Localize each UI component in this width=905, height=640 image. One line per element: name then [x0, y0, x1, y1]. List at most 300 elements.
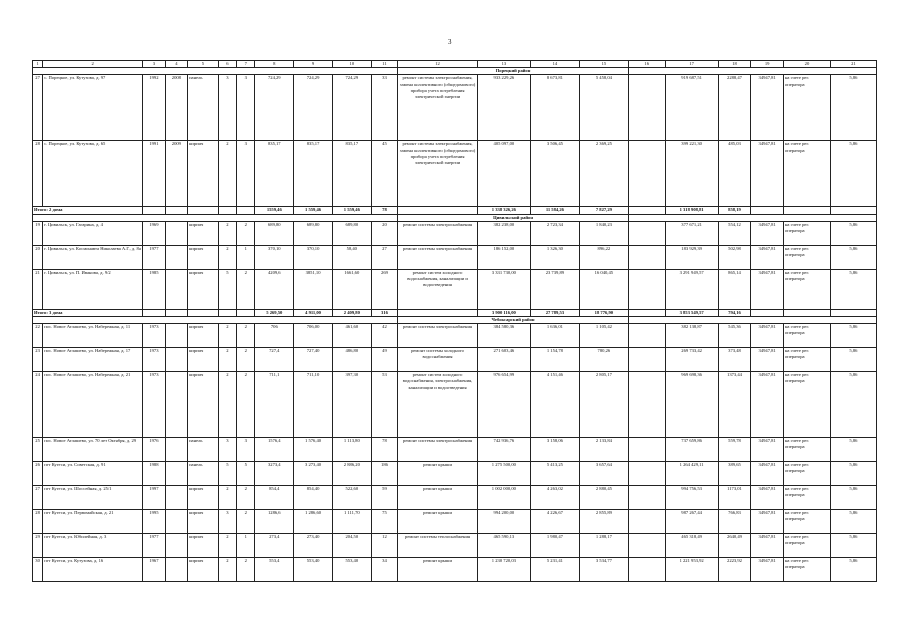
blank-cell [751, 207, 784, 214]
work-type-cell: ремонт крыши [398, 510, 478, 534]
work-type-cell: ремонт крыши [398, 462, 478, 486]
row-number: 19 [33, 221, 43, 245]
owners-cost-cell: 377 671,21 [665, 221, 718, 245]
fund-cost-sum: 11 584,26 [530, 207, 579, 214]
table-row [33, 269, 877, 309]
tariff-cell: 5,86 [830, 141, 876, 207]
year-built-cell: 1997 [143, 486, 165, 510]
work-type-cell: ремонт системы холодного водоснабжения [398, 348, 478, 372]
local-cost-cell [628, 534, 665, 558]
year-commissioning-cell [165, 558, 187, 582]
fund-mode-cell: на счете рег. оператора [783, 324, 830, 348]
blank-cell [237, 207, 255, 214]
premises-area-cell: 370,10 [294, 245, 333, 269]
entrances-cell: 1 [237, 534, 255, 558]
local-cost-cell [628, 462, 665, 486]
column-number: 9 [294, 61, 333, 68]
entrances-cell: 5 [237, 462, 255, 486]
section-header-row [33, 214, 877, 221]
unit-cost-cell: 554,12 [718, 221, 751, 245]
fund-cost-cell: 1 326,30 [530, 245, 579, 269]
republic-cost-cell: 780,26 [579, 348, 628, 372]
limit-cost-cell: 34947,81 [751, 372, 784, 438]
table-row [33, 510, 877, 534]
table-row [33, 245, 877, 269]
fund-cost-cell: 4 151,46 [530, 372, 579, 438]
table-row [33, 486, 877, 510]
tariff-cell: 5,86 [830, 372, 876, 438]
wall-material-cell: кирпич [188, 534, 219, 558]
tariff-cell: 5,86 [830, 462, 876, 486]
limit-cost-cell: 34947,81 [751, 534, 784, 558]
residential-area-cell: 724,29 [332, 75, 371, 141]
local-cost-cell [628, 75, 665, 141]
address-cell: пгт Кугеси, ул. Юбилейная, д. 3 [43, 534, 143, 558]
work-type-cell: ремонт системы электроснабжения, замена коллективного (общедомового) прибора учета потребления электрической энергии [398, 141, 478, 207]
total-row [33, 207, 877, 214]
column-number: 19 [751, 61, 784, 68]
year-built-cell: 1992 [143, 75, 165, 141]
premises-area-cell: 3851,10 [294, 269, 333, 309]
entrances-cell: 1 [237, 245, 255, 269]
tariff-cell: 5,86 [830, 245, 876, 269]
entrances-cell: 2 [237, 486, 255, 510]
total-area-cell: 273,4 [255, 534, 294, 558]
column-number-row [33, 61, 877, 68]
year-commissioning-cell: 2008 [165, 75, 187, 141]
year-built-cell: 1985 [143, 269, 165, 309]
blank-cell [218, 207, 236, 214]
blank-cell [628, 207, 665, 214]
total-cost-cell: 384 580,36 [477, 324, 530, 348]
limit-cost-cell: 34947,81 [751, 245, 784, 269]
entrances-cell: 2 [237, 558, 255, 582]
owners-cost-cell: 919 687,51 [665, 75, 718, 141]
residential-area-cell: 689,80 [332, 221, 371, 245]
year-commissioning-cell [165, 438, 187, 462]
blank-cell [830, 309, 876, 316]
floors-cell: 3 [218, 75, 236, 141]
column-number: 12 [398, 61, 478, 68]
wall-material-cell: кирпич [188, 558, 219, 582]
fund-cost-cell: 3 506,45 [530, 141, 579, 207]
column-number: 18 [718, 61, 751, 68]
address-cell: пгт Кугеси, ул. Первомайская, д. 21 [43, 510, 143, 534]
year-built-cell: 1995 [143, 510, 165, 534]
local-cost-cell [628, 324, 665, 348]
year-commissioning-cell [165, 324, 187, 348]
entrances-cell: 3 [237, 438, 255, 462]
entrances-cell: 2 [237, 348, 255, 372]
republic-cost-cell: 2 855,89 [579, 510, 628, 534]
year-commissioning-cell [165, 221, 187, 245]
wall-material-cell: панель [188, 438, 219, 462]
work-type-cell: ремонт систем холодного водоснабжения, электроснабжения, канализации и водоотведения [398, 372, 478, 438]
wall-material-cell: кирпич [188, 372, 219, 438]
owners-cost-cell: 994 756,53 [665, 486, 718, 510]
republic-cost-cell: 1 105,42 [579, 324, 628, 348]
premises-area-cell: 553,40 [294, 558, 333, 582]
address-cell: пос. Новое Атлашево, ул. 70 лет Октября, д. 29 [43, 438, 143, 462]
year-commissioning-cell [165, 462, 187, 486]
republic-cost-cell: 1 288,17 [579, 534, 628, 558]
owners-cost-cell: 737 659,86 [665, 438, 718, 462]
republic-cost-cell: 1 840,23 [579, 221, 628, 245]
total-area-cell: 835,17 [255, 141, 294, 207]
work-type-cell: ремонт системы электроснабжения [398, 221, 478, 245]
fund-mode-cell: на счете рег. оператора [783, 486, 830, 510]
wall-material-cell: кирпич [188, 141, 219, 207]
total-cost-cell: 405 097,00 [477, 141, 530, 207]
column-number: 16 [628, 61, 665, 68]
year-built-cell: 1988 [143, 462, 165, 486]
wall-material-cell: кирпич [188, 348, 219, 372]
column-number: 17 [665, 61, 718, 68]
floors-cell: 2 [218, 141, 236, 207]
total-cost-sum: 3 900 116,00 [477, 309, 530, 316]
blank-cell [783, 309, 830, 316]
unit-cost-cell: 2288,47 [718, 75, 751, 141]
row-number: 29 [33, 534, 43, 558]
local-cost-cell [628, 269, 665, 309]
tariff-cell: 5,86 [830, 438, 876, 462]
blank-cell [188, 207, 219, 214]
column-number: 4 [165, 61, 187, 68]
total-area-cell: 553,4 [255, 558, 294, 582]
year-commissioning-cell [165, 269, 187, 309]
premises-area-sum: 4 911,00 [294, 309, 333, 316]
fund-mode-cell: на счете рег. оператора [783, 534, 830, 558]
year-commissioning-cell [165, 534, 187, 558]
column-number: 5 [188, 61, 219, 68]
limit-cost-cell: 34947,81 [751, 75, 784, 141]
fund-mode-cell: на счете рег. оператора [783, 462, 830, 486]
address-cell: пос. Новое Атлашево, ул. Набережная, д. 11 [43, 324, 143, 348]
residential-area-cell: 1 111,70 [332, 510, 371, 534]
work-type-cell: ремонт системы электроснабжения, замена коллективного (общедомового) прибора учета потребления электрической энергии [398, 75, 478, 141]
residential-area-cell: 553,40 [332, 558, 371, 582]
tariff-cell: 5,86 [830, 558, 876, 582]
fund-cost-cell: 1 154,78 [530, 348, 579, 372]
premises-area-cell: 854,40 [294, 486, 333, 510]
wall-material-cell: кирпич [188, 221, 219, 245]
work-type-cell: ремонт систем холодного водоснабжения, канализации и водоотведения [398, 269, 478, 309]
blank-cell [33, 214, 398, 221]
year-commissioning-cell [165, 372, 187, 438]
wall-material-cell: кирпич [188, 269, 219, 309]
owners-cost-cell: 465 318,49 [665, 534, 718, 558]
column-number: 8 [255, 61, 294, 68]
address-cell: с. Порецкое, ул. Кутузова, д. 65 [43, 141, 143, 207]
blank-cell [33, 68, 398, 75]
limit-cost-cell: 34947,81 [751, 221, 784, 245]
owners-cost-cell: 969 698,36 [665, 372, 718, 438]
blank-cell [237, 309, 255, 316]
owners-cost-cell: 1 264 429,11 [665, 462, 718, 486]
year-built-cell: 1973 [143, 324, 165, 348]
owners-cost-sum: 1 318 908,81 [665, 207, 718, 214]
residential-area-cell: 2 886,20 [332, 462, 371, 486]
floors-cell: 2 [218, 348, 236, 372]
entrances-cell: 2 [237, 324, 255, 348]
section-title: Порецкий район [398, 68, 629, 75]
residential-area-cell: 835,17 [332, 141, 371, 207]
tariff-cell: 5,86 [830, 534, 876, 558]
blank-cell [33, 316, 398, 323]
fund-mode-cell: на счете рег. оператора [783, 75, 830, 141]
owners-cost-sum: 3 853 549,57 [665, 309, 718, 316]
fund-cost-cell: 5 231,41 [530, 558, 579, 582]
address-cell: г. Цивильск, ул. Гагарина, д. 4 [43, 221, 143, 245]
residents-sum: 316 [371, 309, 398, 316]
wall-material-cell: кирпич [188, 245, 219, 269]
column-number: 2 [43, 61, 143, 68]
total-label: Итого: 3 дома [33, 309, 143, 316]
repair-program-table [32, 60, 877, 582]
premises-area-cell: 706,00 [294, 324, 333, 348]
row-number: 27 [33, 486, 43, 510]
unit-cost-cell: 2640,49 [718, 534, 751, 558]
fund-cost-cell: 23 739,89 [530, 269, 579, 309]
floors-cell: 2 [218, 324, 236, 348]
year-commissioning-cell [165, 486, 187, 510]
year-built-cell: 1991 [143, 141, 165, 207]
fund-cost-cell: 1 636,01 [530, 324, 579, 348]
unit-cost-cell: 502,98 [718, 245, 751, 269]
limit-cost-cell: 34947,81 [751, 438, 784, 462]
total-area-cell: 1576,4 [255, 438, 294, 462]
address-cell: пгт Кугеси, ул. Кутузова, д. 16 [43, 558, 143, 582]
total-area-sum: 1559,46 [255, 207, 294, 214]
table-row [33, 348, 877, 372]
section-header-row [33, 68, 877, 75]
unit-cost-cell: 373,48 [718, 348, 751, 372]
row-number: 30 [33, 558, 43, 582]
residents-cell: 269 [371, 269, 398, 309]
page-number: 3 [448, 38, 452, 46]
address-cell: пгт Кугеси, ул. Советская, д. 91 [43, 462, 143, 486]
unit-cost-cell: 1173,01 [718, 486, 751, 510]
row-number: 26 [33, 462, 43, 486]
floors-cell: 2 [218, 245, 236, 269]
floors-cell: 2 [218, 372, 236, 438]
blank-cell [628, 68, 876, 75]
year-commissioning-cell [165, 245, 187, 269]
blank-cell [398, 309, 478, 316]
year-built-cell: 1967 [143, 558, 165, 582]
limit-cost-cell: 34947,81 [751, 324, 784, 348]
blank-cell [165, 207, 187, 214]
owners-cost-cell: 183 929,39 [665, 245, 718, 269]
tariff-cell: 5,86 [830, 510, 876, 534]
limit-cost-cell: 34947,81 [751, 269, 784, 309]
blank-cell [218, 309, 236, 316]
republic-cost-cell: 2 805,17 [579, 372, 628, 438]
limit-cost-cell: 34947,81 [751, 462, 784, 486]
limit-cost-cell: 34947,81 [751, 348, 784, 372]
unit-cost-cell: 545,36 [718, 324, 751, 348]
work-type-cell: ремонт системы электроснабжения [398, 438, 478, 462]
republic-cost-sum: 18 776,90 [579, 309, 628, 316]
year-commissioning-cell [165, 348, 187, 372]
year-built-cell: 1969 [143, 221, 165, 245]
republic-cost-cell: 2 369,25 [579, 141, 628, 207]
fund-mode-cell: на счете рег. оператора [783, 269, 830, 309]
republic-cost-sum: 7 827,29 [579, 207, 628, 214]
blank-cell [830, 207, 876, 214]
entrances-cell: 3 [237, 141, 255, 207]
unit-cost-cell: 389,65 [718, 462, 751, 486]
table-row [33, 221, 877, 245]
row-number: 27 [33, 75, 43, 141]
total-cost-cell: 933 229,26 [477, 75, 530, 141]
total-cost-cell: 271 603,46 [477, 348, 530, 372]
blank-cell [143, 207, 165, 214]
premises-area-cell: 3 273,40 [294, 462, 333, 486]
total-cost-sum: 1 338 326,26 [477, 207, 530, 214]
tariff-cell: 5,86 [830, 324, 876, 348]
blank-cell [783, 207, 830, 214]
entrances-cell: 2 [237, 510, 255, 534]
unit-cost-cell: 2223,92 [718, 558, 751, 582]
row-number: 21 [33, 269, 43, 309]
year-built-cell: 1973 [143, 348, 165, 372]
entrances-cell: 2 [237, 372, 255, 438]
wall-material-cell: кирпич [188, 324, 219, 348]
residents-sum: 78 [371, 207, 398, 214]
total-cost-cell: 976 654,99 [477, 372, 530, 438]
residential-area-cell: 486,80 [332, 348, 371, 372]
total-area-cell: 854,4 [255, 486, 294, 510]
owners-cost-cell: 382 138,87 [665, 324, 718, 348]
column-number: 10 [332, 61, 371, 68]
row-number: 24 [33, 372, 43, 438]
total-label: Итого: 2 дома [33, 207, 143, 214]
local-cost-cell [628, 348, 665, 372]
tariff-cell: 5,86 [830, 75, 876, 141]
premises-area-cell: 1 286,60 [294, 510, 333, 534]
row-number: 28 [33, 141, 43, 207]
republic-cost-cell: 2 133,84 [579, 438, 628, 462]
table-row [33, 324, 877, 348]
table-row [33, 534, 877, 558]
total-cost-cell: 382 238,00 [477, 221, 530, 245]
address-cell: пос. Новое Атлашево, ул. Набережная, д. 17 [43, 348, 143, 372]
table-row [33, 75, 877, 141]
premises-area-cell: 689,80 [294, 221, 333, 245]
fund-mode-cell: на счете рег. оператора [783, 510, 830, 534]
column-number: 14 [530, 61, 579, 68]
owners-cost-cell: 1 221 953,92 [665, 558, 718, 582]
blank-cell [188, 309, 219, 316]
local-cost-cell [628, 510, 665, 534]
residents-cell: 42 [371, 324, 398, 348]
fund-cost-cell: 5 413,25 [530, 462, 579, 486]
section-title: Чебоксарский район [398, 316, 629, 323]
table-row [33, 558, 877, 582]
republic-cost-cell: 2 880,45 [579, 486, 628, 510]
floors-cell: 5 [218, 462, 236, 486]
year-built-cell: 1977 [143, 245, 165, 269]
total-area-cell: 727,4 [255, 348, 294, 372]
total-cost-cell: 1 275 500,00 [477, 462, 530, 486]
floors-cell: 2 [218, 486, 236, 510]
total-area-cell: 370,10 [255, 245, 294, 269]
limit-cost-cell: 34947,81 [751, 141, 784, 207]
blank-cell [165, 309, 187, 316]
republic-cost-cell: 3 534,77 [579, 558, 628, 582]
total-area-cell: 724,29 [255, 75, 294, 141]
residential-area-cell: 58,40 [332, 245, 371, 269]
wall-material-cell: кирпич [188, 510, 219, 534]
fund-cost-cell: 4 263,02 [530, 486, 579, 510]
residential-area-cell: 204,50 [332, 534, 371, 558]
column-number: 7 [237, 61, 255, 68]
residents-cell: 27 [371, 245, 398, 269]
row-number: 28 [33, 510, 43, 534]
residents-cell: 12 [371, 534, 398, 558]
premises-area-cell: 724,29 [294, 75, 333, 141]
table-row [33, 462, 877, 486]
address-cell: с. Порецкое, ул. Кутузова, д. 97 [43, 75, 143, 141]
unit-cost-cell: 865,14 [718, 269, 751, 309]
total-cost-cell: 3 331 730,00 [477, 269, 530, 309]
total-area-cell: 3273,4 [255, 462, 294, 486]
floors-cell: 5 [218, 269, 236, 309]
column-number: 3 [143, 61, 165, 68]
residents-cell: 186 [371, 462, 398, 486]
blank-cell [143, 309, 165, 316]
row-number: 20 [33, 245, 43, 269]
premises-area-cell: 727,40 [294, 348, 333, 372]
local-cost-cell [628, 372, 665, 438]
year-commissioning-cell [165, 510, 187, 534]
limit-cost-cell: 34947,81 [751, 558, 784, 582]
row-number: 22 [33, 324, 43, 348]
unit-cost-avg: 858,19 [718, 207, 751, 214]
total-cost-cell: 1 002 000,00 [477, 486, 530, 510]
row-number: 23 [33, 348, 43, 372]
residents-cell: 59 [371, 486, 398, 510]
residents-cell: 53 [371, 372, 398, 438]
entrances-cell: 3 [237, 75, 255, 141]
unit-cost-cell: 766,83 [718, 510, 751, 534]
entrances-cell: 2 [237, 269, 255, 309]
floors-cell: 3 [218, 438, 236, 462]
total-cost-cell: 186 152,00 [477, 245, 530, 269]
residential-area-sum: 1 559,46 [332, 207, 371, 214]
tariff-cell: 5,86 [830, 269, 876, 309]
premises-area-cell: 1 576,40 [294, 438, 333, 462]
residents-cell: 20 [371, 221, 398, 245]
unit-cost-avg: 794,16 [718, 309, 751, 316]
total-cost-cell: 1 230 720,03 [477, 558, 530, 582]
work-type-cell: ремонт системы электроснабжения [398, 324, 478, 348]
local-cost-cell [628, 438, 665, 462]
residents-cell: 75 [371, 510, 398, 534]
year-built-cell: 1976 [143, 438, 165, 462]
column-number: 20 [783, 61, 830, 68]
total-area-sum: 5 269,50 [255, 309, 294, 316]
unit-cost-cell: 559,78 [718, 438, 751, 462]
table-row [33, 438, 877, 462]
local-cost-cell [628, 558, 665, 582]
local-cost-cell [628, 245, 665, 269]
work-type-cell: ремонт системы электроснабжения [398, 245, 478, 269]
residential-area-cell: 397,30 [332, 372, 371, 438]
republic-cost-cell: 896,22 [579, 245, 628, 269]
premises-area-cell: 711,10 [294, 372, 333, 438]
